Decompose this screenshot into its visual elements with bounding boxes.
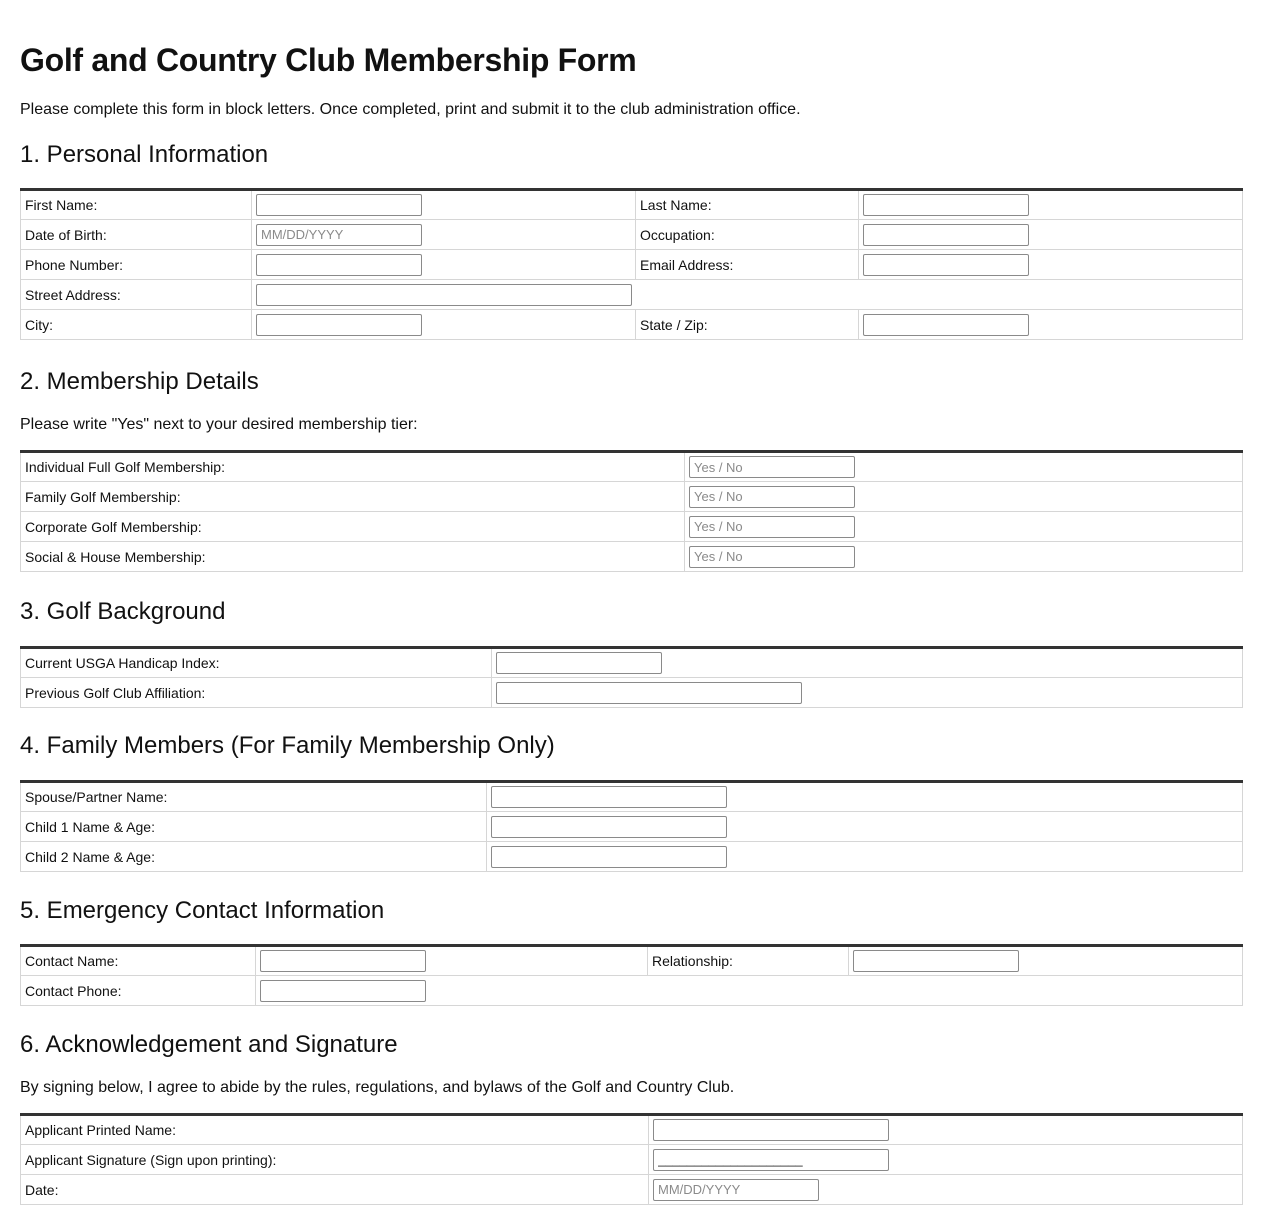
handicap-input[interactable] (496, 652, 662, 674)
first-name-label: First Name: (21, 190, 252, 220)
spouse-label: Spouse/Partner Name: (21, 782, 487, 812)
golf-background-table (20, 646, 1243, 708)
relationship-input[interactable] (853, 950, 1019, 972)
table-row (21, 842, 1243, 872)
state-zip-label: State / Zip: (636, 310, 859, 340)
dob-input[interactable] (256, 224, 422, 246)
signature-note: By signing below, I agree to abide by the rules, regulations, and bylaws of the Golf and Country Club. (20, 1079, 735, 1096)
tier-family-input[interactable] (689, 486, 855, 508)
section-emergency-heading: 5. Emergency Contact Information (20, 897, 385, 924)
table-row (21, 452, 1243, 482)
occupation-label: Occupation: (636, 220, 859, 250)
table-row (21, 512, 1243, 542)
section-personal-heading: 1. Personal Information (20, 141, 269, 168)
spouse-input[interactable] (491, 786, 727, 808)
table-row (21, 220, 1243, 250)
emergency-contact-table (20, 944, 1243, 1006)
printed-name-label: Applicant Printed Name: (21, 1115, 649, 1145)
table-row (21, 782, 1243, 812)
table-row (21, 1175, 1243, 1205)
table-row (21, 190, 1243, 220)
child1-label: Child 1 Name & Age: (21, 812, 487, 842)
first-name-input[interactable] (256, 194, 422, 216)
contact-phone-label: Contact Phone: (21, 976, 256, 1006)
signature-input[interactable] (653, 1149, 889, 1171)
table-row (21, 542, 1243, 572)
membership-note: Please write "Yes" next to your desired membership tier: (20, 416, 418, 433)
table-row (21, 280, 1243, 310)
tier-label: Social & House Membership: (21, 542, 685, 572)
table-row (21, 310, 1243, 340)
handicap-label: Current USGA Handicap Index: (21, 648, 492, 678)
email-input[interactable] (863, 254, 1029, 276)
family-members-table (20, 780, 1243, 872)
table-row (21, 1115, 1243, 1145)
tier-individual-input[interactable] (689, 456, 855, 478)
phone-label: Phone Number: (21, 250, 252, 280)
phone-input[interactable] (256, 254, 422, 276)
tier-label: Individual Full Golf Membership: (21, 452, 685, 482)
page-title: Golf and Country Club Membership Form (20, 42, 637, 78)
personal-info-table (20, 188, 1243, 340)
table-row (21, 1145, 1243, 1175)
tier-social-input[interactable] (689, 546, 855, 568)
signature-label: Applicant Signature (Sign upon printing): (21, 1145, 649, 1175)
table-row (21, 648, 1243, 678)
tier-corporate-input[interactable] (689, 516, 855, 538)
section-membership-heading: 2. Membership Details (20, 368, 259, 395)
section-golf-heading: 3. Golf Background (20, 598, 226, 625)
contact-name-input[interactable] (260, 950, 426, 972)
relationship-label: Relationship: (648, 946, 849, 976)
street-label: Street Address: (21, 280, 252, 310)
table-row (21, 812, 1243, 842)
last-name-input[interactable] (863, 194, 1029, 216)
membership-table (20, 450, 1243, 572)
occupation-input[interactable] (863, 224, 1029, 246)
child2-input[interactable] (491, 846, 727, 868)
affiliation-input[interactable] (496, 682, 802, 704)
date-label: Date: (21, 1175, 649, 1205)
printed-name-input[interactable] (653, 1119, 889, 1141)
table-row (21, 250, 1243, 280)
section-signature-heading: 6. Acknowledgement and Signature (20, 1031, 398, 1058)
section-family-heading: 4. Family Members (For Family Membership Only) (20, 732, 555, 759)
signature-table (20, 1113, 1243, 1205)
email-label: Email Address: (636, 250, 859, 280)
table-row (21, 678, 1243, 708)
child2-label: Child 2 Name & Age: (21, 842, 487, 872)
street-input[interactable] (256, 284, 632, 306)
last-name-label: Last Name: (636, 190, 859, 220)
dob-label: Date of Birth: (21, 220, 252, 250)
contact-phone-input[interactable] (260, 980, 426, 1002)
intro-text: Please complete this form in block letters. Once completed, print and submit it to the club administration office. (20, 101, 801, 118)
table-row (21, 976, 1243, 1006)
date-input[interactable] (653, 1179, 819, 1201)
city-label: City: (21, 310, 252, 340)
affiliation-label: Previous Golf Club Affiliation: (21, 678, 492, 708)
table-row (21, 946, 1243, 976)
contact-name-label: Contact Name: (21, 946, 256, 976)
city-input[interactable] (256, 314, 422, 336)
child1-input[interactable] (491, 816, 727, 838)
state-zip-input[interactable] (863, 314, 1029, 336)
table-row (21, 482, 1243, 512)
tier-label: Corporate Golf Membership: (21, 512, 685, 542)
tier-label: Family Golf Membership: (21, 482, 685, 512)
